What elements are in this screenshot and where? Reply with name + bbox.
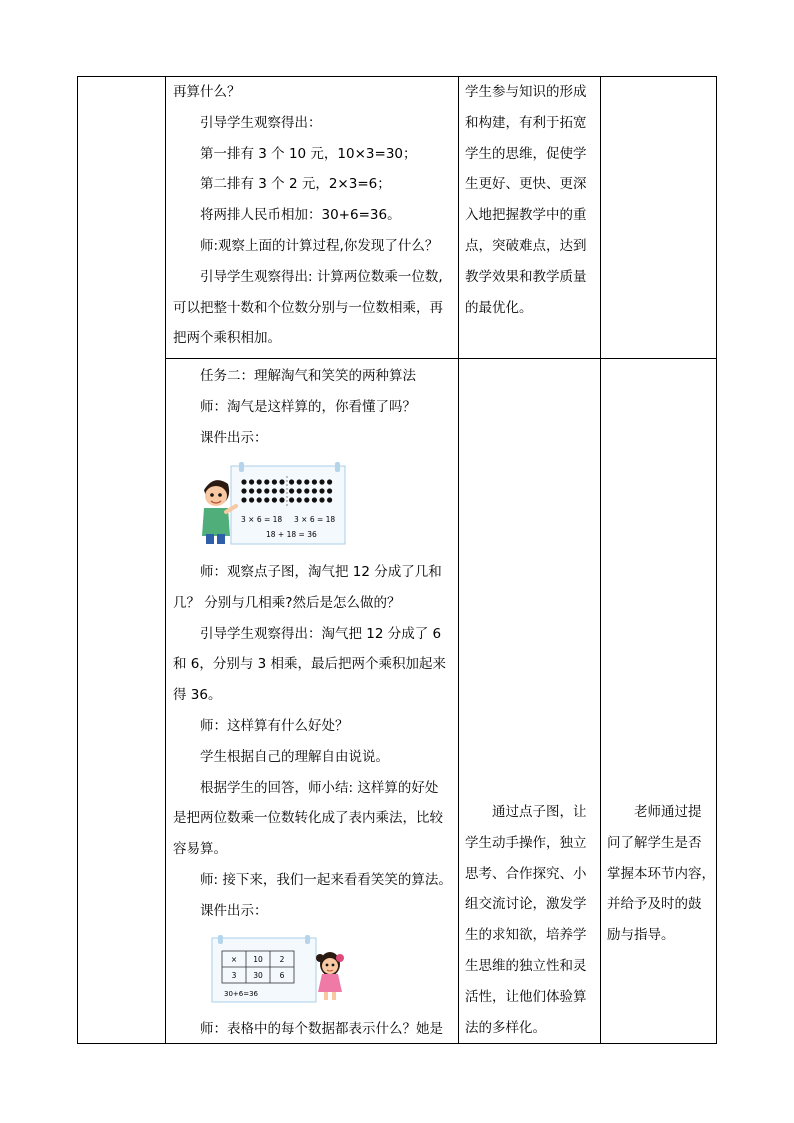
array-dot — [289, 488, 294, 493]
array-dot — [249, 479, 254, 484]
text-line: 得 36。 — [173, 687, 222, 704]
array-dot — [327, 488, 332, 493]
task-two-question — [173, 1014, 455, 1045]
array-dot — [312, 488, 317, 493]
text-line: 课件出示： — [200, 429, 268, 446]
dot-array-figure — [196, 460, 351, 547]
process-cell-row1 — [173, 77, 455, 354]
text-line: 学生动手操作，独立 — [465, 834, 587, 851]
array-dot — [279, 497, 284, 502]
multiplication-table-figure — [208, 934, 344, 1006]
text-line: 将两排人民币相加：30+6=36。 — [200, 207, 401, 224]
text-line: 任务二：理解淘气和笑笑的两种算法 — [200, 368, 416, 384]
text-line: 师: 接下来，我们一起来看看笑笑的算法。 — [200, 871, 452, 888]
table-cell-multiplier: 3 — [231, 971, 237, 980]
text-line: 引导学生观察得出： — [200, 114, 322, 131]
array-dot — [312, 479, 317, 484]
array-dot — [257, 497, 262, 502]
text-line: 几？ 分别与几相乘?然后是怎么做的？ — [173, 594, 401, 611]
column-divider — [458, 77, 459, 1043]
text-line: 师：淘气是这样算的，你看懂了吗？ — [200, 398, 416, 415]
array-dot — [319, 497, 324, 502]
array-dot — [319, 479, 324, 484]
array-dot — [272, 479, 277, 484]
text-line: 引导学生观察得出：淘气把 12 分成了 6 — [200, 625, 442, 642]
text-line: 生的求知欲，培养学 — [465, 927, 587, 944]
array-dot — [264, 488, 269, 493]
array-dot — [241, 479, 246, 484]
array-dot — [289, 497, 294, 502]
array-dot — [297, 479, 302, 484]
text-line: 教学效果和教学质量 — [465, 268, 587, 285]
assessment-cell-row2 — [607, 797, 717, 951]
text-line: 和构建，有利于拓宽 — [465, 114, 587, 131]
array-dot — [264, 479, 269, 484]
array-dot — [304, 479, 309, 484]
array-dot — [327, 497, 332, 502]
right-equation: 3 × 6 = 18 — [294, 515, 336, 524]
array-dot — [241, 488, 246, 493]
intent-cell-row2 — [465, 797, 599, 1043]
array-dot — [312, 497, 317, 502]
text-line: 思考、合作探究、小 — [465, 865, 587, 882]
text-line: 学生根据自己的理解自由说说。 — [200, 748, 389, 765]
text-line: 把两个乘积相加。 — [173, 330, 281, 347]
array-dot — [279, 479, 284, 484]
text-line: 点，突破难点，达到 — [465, 237, 587, 254]
table-method-illustration — [208, 934, 344, 1006]
array-dot — [327, 479, 332, 484]
text-line: 问了解学生是否 — [607, 834, 702, 851]
text-line: 掌握本环节内容， — [607, 865, 715, 882]
table-cell-ones-product: 6 — [279, 971, 285, 980]
text-line: 师：表格中的每个数据都表示什么？她是 — [200, 1021, 443, 1037]
task-two-discussion — [173, 557, 455, 927]
sum-equation: 18 + 18 = 36 — [266, 530, 317, 539]
text-line: 引导学生观察得出: 计算两位数乘一位数, — [200, 268, 443, 285]
array-dot — [319, 488, 324, 493]
text-line: 励与指导。 — [607, 927, 675, 944]
text-line: 活性，让他们体验算 — [465, 988, 587, 1005]
array-dot — [304, 497, 309, 502]
array-dot — [297, 488, 302, 493]
text-line: 第二排有 3 个 2 元，2×3=6； — [200, 176, 391, 193]
array-dot — [279, 488, 284, 493]
column-divider — [600, 77, 601, 1043]
text-line: 根据学生的回答，师小结: 这样算的好处 — [200, 779, 439, 796]
text-line: 生更好、更快、更深 — [465, 176, 587, 193]
text-line: 并给予及时的鼓 — [607, 896, 702, 913]
array-dot — [264, 497, 269, 502]
text-line: 课件出示： — [200, 902, 268, 919]
text-line: 是把两位数乘一位数转化成了表内乘法，比较 — [173, 810, 443, 827]
text-line: 第一排有 3 个 10 元，10×3=30； — [200, 145, 417, 162]
task-two-intro — [173, 361, 455, 453]
array-dot — [257, 479, 262, 484]
array-dot — [257, 488, 262, 493]
text-line: 的最优化。 — [465, 299, 533, 316]
array-dot — [272, 497, 277, 502]
text-line: 师：这样算有什么好处？ — [200, 717, 349, 734]
text-line: 法的多样化。 — [465, 1019, 546, 1036]
text-line: 师：观察点子图，淘气把 12 分成了几和 — [200, 564, 442, 580]
table-cell-tens-product: 30 — [253, 971, 263, 980]
text-line: 老师通过提 — [634, 804, 702, 820]
array-dot — [297, 497, 302, 502]
text-line: 师:观察上面的计算过程,你发现了什么？ — [200, 237, 439, 254]
text-line: 容易算。 — [173, 841, 227, 858]
left-equation: 3 × 6 = 18 — [241, 515, 283, 524]
text-line: 和 6，分别与 3 相乘，最后把两个乘积加起来 — [173, 656, 447, 673]
text-line: 可以把整十数和个位数分别与一位数相乘，再 — [173, 299, 443, 316]
girl-character-icon — [316, 952, 344, 1000]
text-line: 再算什么？ — [173, 84, 241, 100]
table-header-operator: × — [230, 955, 238, 964]
lesson-plan-table — [77, 76, 717, 1044]
text-line: 通过点子图，让 — [492, 804, 587, 820]
text-line: 学生参与知识的形成 — [465, 84, 587, 100]
row-divider — [165, 358, 716, 359]
text-line: 入地把握教学中的重 — [465, 207, 587, 224]
text-line: 学生的思维，促使学 — [465, 145, 587, 162]
array-dot — [249, 488, 254, 493]
array-dot — [241, 497, 246, 502]
table-sum-equation: 30+6=36 — [224, 990, 258, 998]
array-dot — [304, 488, 309, 493]
column-divider — [165, 77, 166, 1043]
table-header-ones: 2 — [279, 955, 285, 964]
text-line: 生思维的独立性和灵 — [465, 957, 587, 974]
dot-array-illustration — [196, 460, 351, 547]
array-dot — [289, 479, 294, 484]
array-dot — [249, 497, 254, 502]
table-header-tens: 10 — [253, 955, 263, 964]
intent-cell-row1 — [465, 77, 599, 323]
array-dot — [272, 488, 277, 493]
text-line: 组交流讨论，激发学 — [465, 896, 587, 913]
